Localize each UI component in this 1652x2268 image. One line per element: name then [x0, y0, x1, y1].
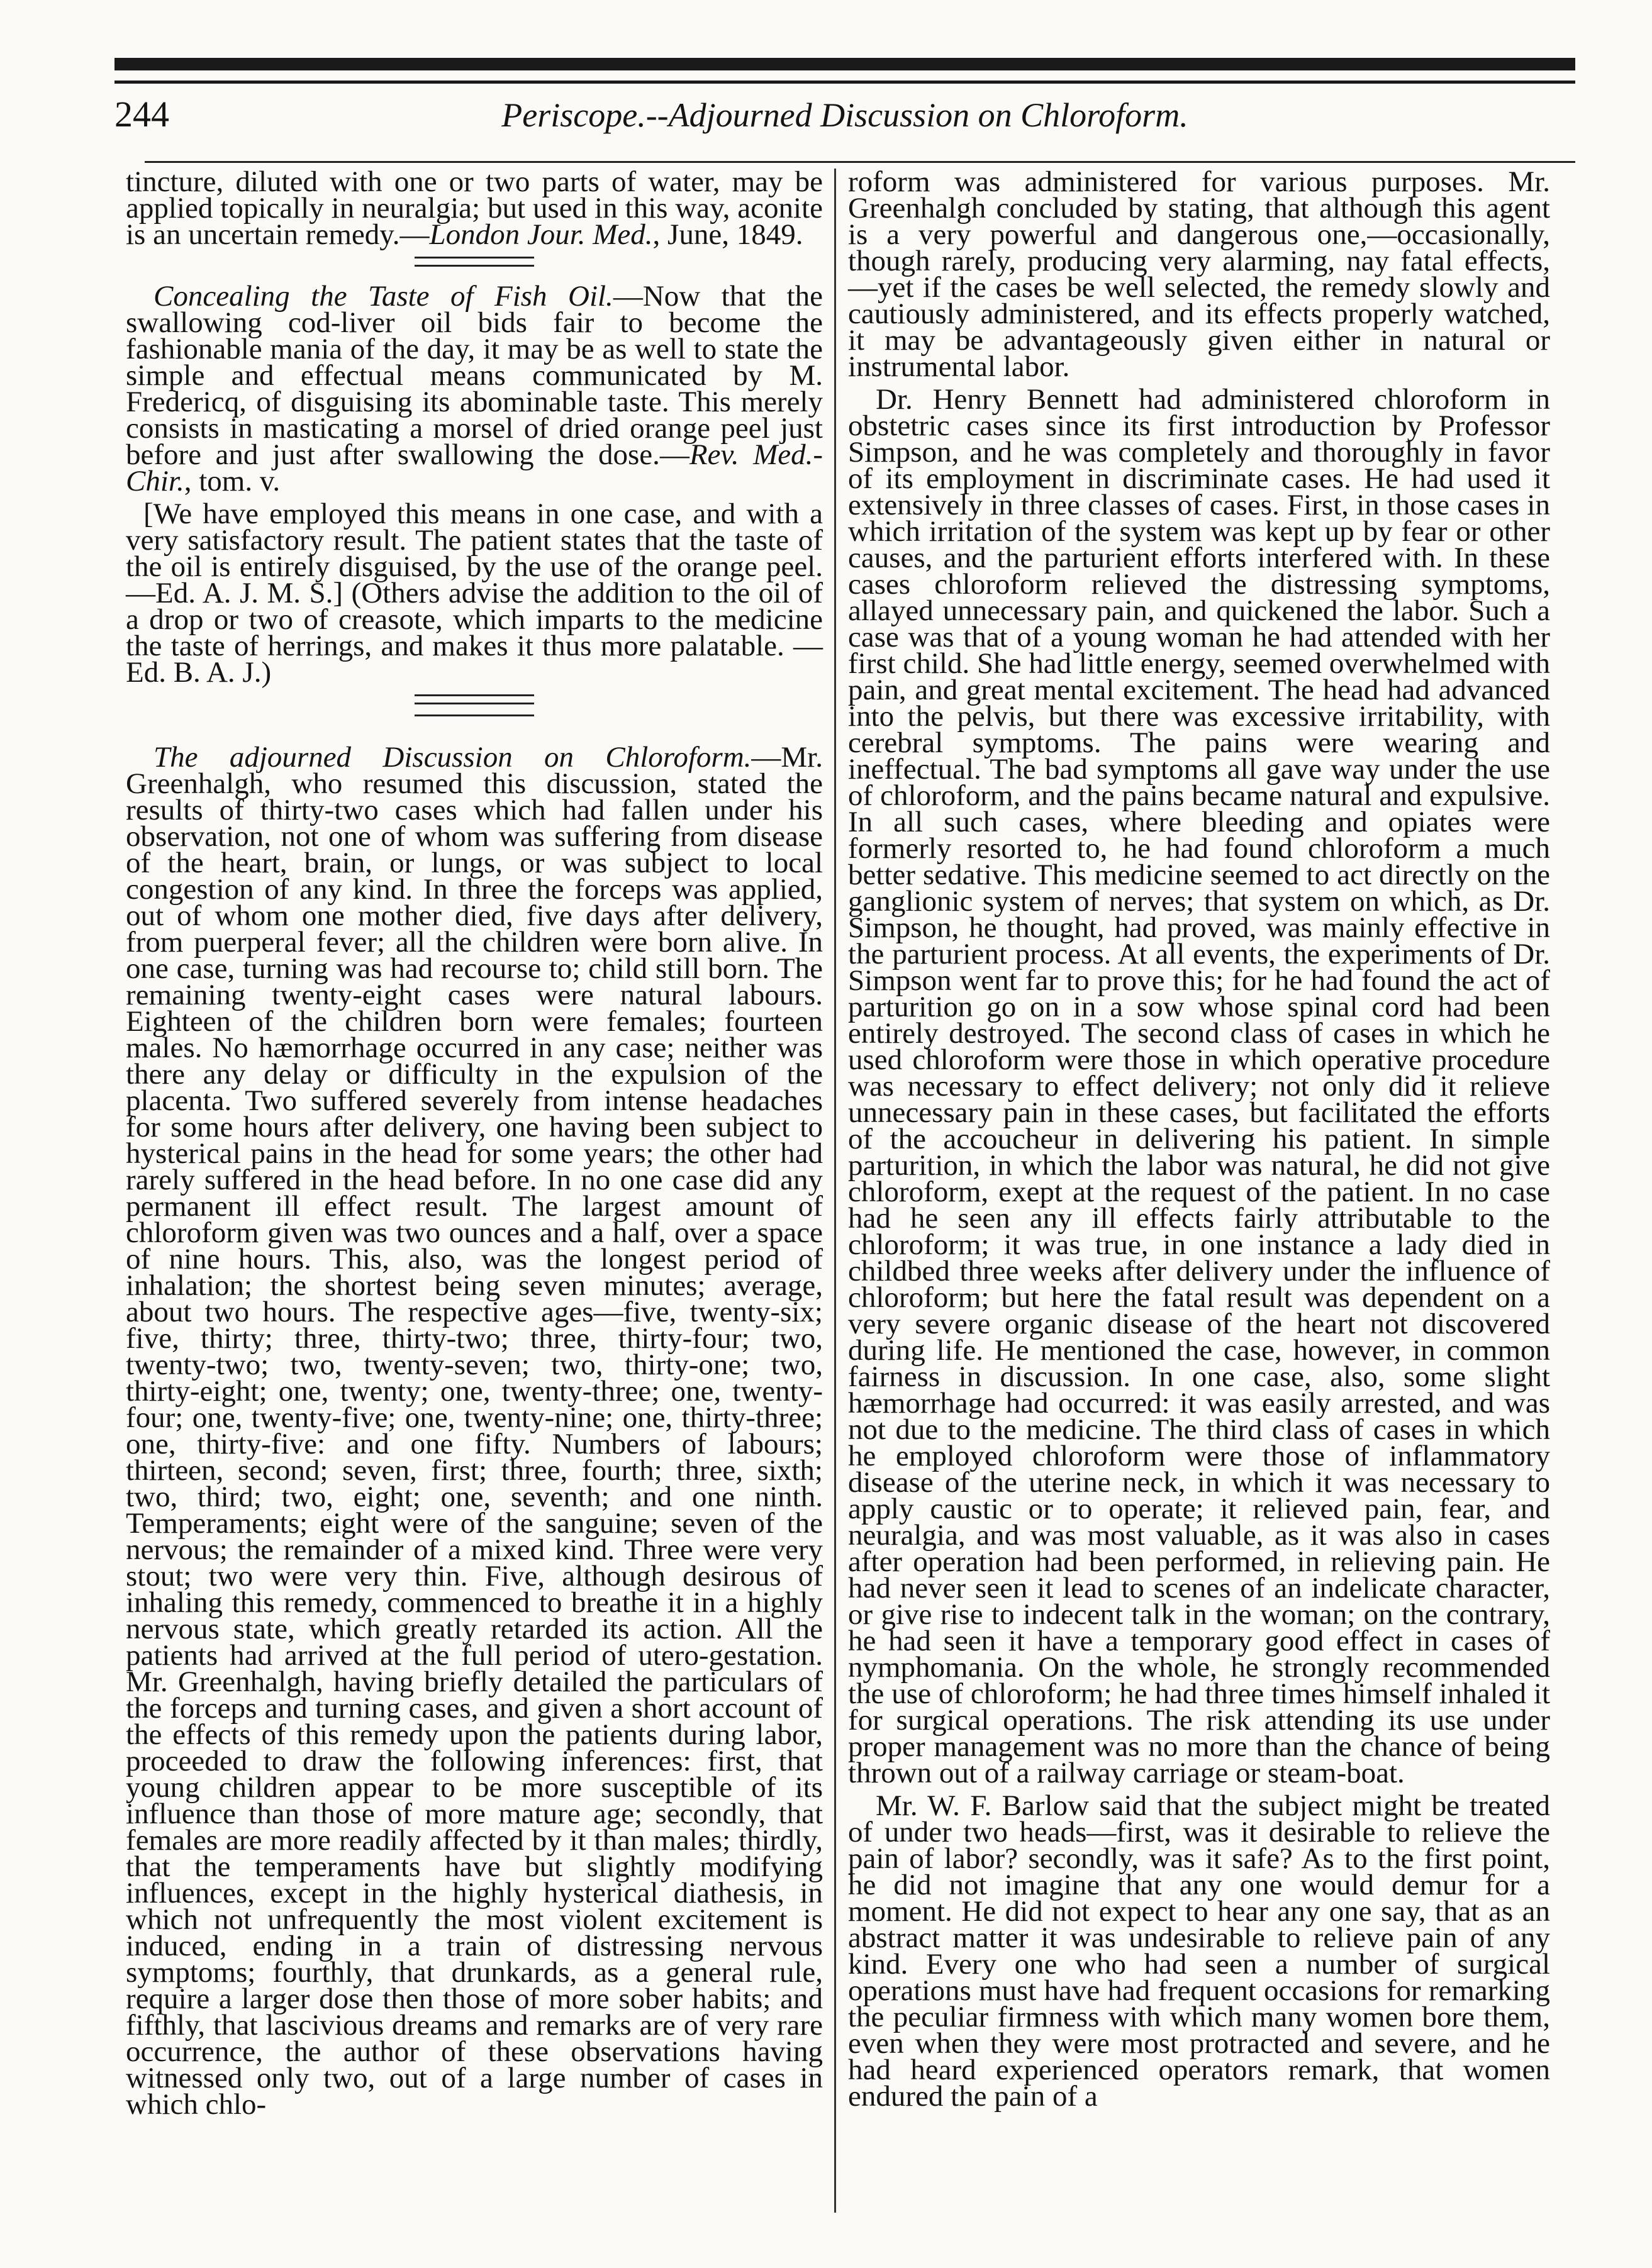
article-title: The adjourned Discussion on Chloroform.	[153, 741, 752, 774]
page-number: 244	[114, 94, 169, 135]
article-chloroform-discussion: The adjourned Discussion on Chloroform.—Mr. Greenhalgh, who resumed this discussion, stated the results of thirty-two cases which had fallen under his observation, not one of whom was suffering from disease of the heart, brain, or lungs, or was subject to local congestion of any kind. In three the forceps was applied, out of whom one mother died, five days after delivery, from puerperal fever; all the children were born alive. In one case, turning was had recourse to; child still born. The remaining twenty-eight cases were natural labours. Eighteen of the children born were females; fourteen males. No hæmorrhage occurred in any case; neither was there any delay or difficulty in the expulsion of the placenta. Two suffered severely from intense headaches for some hours after delivery, one having been subject to hysterical pains in the head for some years; the other had rarely suffered in the head before. In no one case did any permanent ill effect result. The largest amount of chloroform given was two ounces and a half, over a space of nine hours. This, also, was the longest period of inhalation; the shortest being seven minutes; average, about two hours. The respective ages—five, twenty-six; five, thirty; three, thirty-two; three, thirty-four; two, twenty-two; two, twenty-seven; two, thirty-one; two, thirty-eight; one, twenty; one, twenty-three; one, twenty-four; one, twenty-five; one, twenty-nine; one, thirty-three; one, thirty-five: and one fifty. Numbers of labours; thirteen, second; seven, first; three, fourth; three, sixth; two, third; two, eight; one, seventh; and one ninth. Temperaments; eight were of the sanguine; seven of the nervous; the remainder of a mixed kind. Three were very stout; two were very thin. Five, although desirous of inhaling this remedy, commenced to breathe it in a highly nervous state, which greatly retarded its action. All the patients had arrived at the full period of utero-gestation. Mr. Greenhalgh, having briefly detailed the particulars of the forceps and turning cases, and given a short account of the effects of this remedy upon the patients during labor, proceeded to draw the following inferences: first, that young children appear to be more susceptible of its influence than those of more mature age; secondly, that females are more readily affected by it than males; thirdly, that the temperaments have but slightly modifying influences, except in the highly hysterical diathesis, in which not unfrequently the most violent excitement is induced, ending in a train of distressing nervous symptoms; fourthly, that drunkards, as a general rule, require a larger dose then those of more sober habits; and fifthly, that lascivious dreams and remarks are of very rare occurrence, the author of these observations having witnessed only two, out of a large number of cases in which chlo-	[126, 741, 823, 2121]
article-fish-oil: Concealing the Taste of Fish Oil.—Now that the swallowing cod-liver oil bids fair to become the fashionable mania of the day, it may be as well to state the simple and effectual means communicated by M. Fredericq, of disguising its abominable taste. This merely consists in masticating a morsel of dried orange peel just before and just after swallowing the dose.—Rev. Med.-Chir., tom. v.	[126, 280, 823, 498]
header-thin-rule	[114, 81, 1575, 84]
section-divider	[415, 257, 534, 267]
source-citation: London Jour. Med.	[429, 218, 653, 251]
running-title: Periscope.--Adjourned Discussion on Chloroform.	[501, 96, 1188, 134]
header-underline	[145, 161, 1575, 163]
page-header	[114, 93, 1575, 150]
right-column	[848, 165, 1550, 2116]
left-column	[126, 165, 823, 2124]
continued-paragraph-greenhalgh: roform was administered for various purposes. Mr. Greenhalgh concluded by stating, that although this agent is a very powerful and dangerous one,—occasionally, though rarely, producing very alarming, nay fatal effects,—yet if the cases be well selected, the remedy slowly and cautiously administered, and its effects properly watched, it may be advantageously given either in natural or instrumental labor.	[848, 165, 1550, 383]
editor-note: [We have employed this means in one case, and with a very satisfactory result. The patient states that the taste of the oil is entirely disguised, by the use of the orange peel.—Ed. A. J. M. S.] (Others advise the addition to the oil of a drop or two of creasote, which imparts to the medicine the taste of herrings, and makes it thus more palatable. —Ed. B. A. J.)	[126, 498, 823, 689]
source-citation: Rev. Med.-Chir.	[126, 438, 823, 498]
section-divider-single	[415, 714, 534, 716]
continued-paragraph-aconite: tincture, diluted with one or two parts of water, may be applied topically in neuralgia; but used in this way, aconite is an uncertain remedy.—London Jour. Med., June, 1849.	[126, 165, 823, 251]
column-separator	[834, 169, 836, 2213]
section-divider	[415, 694, 534, 704]
article-title: Concealing the Taste of Fish Oil.	[153, 280, 613, 313]
paragraph-barlow: Mr. W. F. Barlow said that the subject might be treated of under two heads—first, was it desirable to relieve the pain of labor? secondly, was it safe? As to the first point, he did not imagine that any one would demur for a moment. He did not expect to hear any one say, that as an abstract matter it was undesirable to relieve pain of any kind. Every one who had seen a number of surgical operations must have had frequent occasions for remarking the peculiar firmness with which many women bore them, even when they were most protracted and severe, and he had heard experienced operators remark, that women endured the pain of a	[848, 1789, 1550, 2113]
paragraph-bennett: Dr. Henry Bennett had administered chloroform in obstetric cases since its first introduction by Professor Simpson, and he was completely and thoroughly in favor of its employment in discriminate cases. He had used it extensively in three classes of cases. First, in those cases in which irritation of the system was kept up by fear or other causes, and the parturient efforts interfered with. In these cases chloroform relieved the distressing symptoms, allayed unnecessary pain, and quickened the labor. Such a case was that of a young woman he had attended with her first child. She had little energy, seemed overwhelmed with pain, and great mental excitement. The head had advanced into the pelvis, but there was excessive irritability, with cerebral symptoms. The pains were wearing and ineffectual. The bad symptoms all gave way under the use of chloroform, and the pains became natural and expulsive. In all such cases, where bleeding and opiates were formerly resorted to, he had found chloroform a much better sedative. This medicine seemed to act directly on the ganglionic system of nerves; that system on which, as Dr. Simpson, he thought, had proved, was mainly effective in the parturient process. At all events, the experiments of Dr. Simpson went far to prove this; for he had found the act of parturition go on in a sow whose spinal cord had been entirely destroyed. The second class of cases in which he used chloroform were those in which operative procedure was necessary to effect delivery; not only did it relieve unnecessary pain in these cases, but facilitated the efforts of the accoucheur in delivering his patient. In simple parturition, in which the labor was natural, he did not give chloroform, exept at the request of the patient. In no case had he seen any ill effects fairly attributable to the chloroform; it was true, in one instance a lady died in childbed three weeks after delivery under the influence of chloroform; but here the fatal result was dependent on a very severe organic disease of the heart not discovered during life. He mentioned the case, however, in common fairness in discussion. In one case, also, some slight hæmorrhage had occurred: it was easily arrested, and was not due to the medicine. The third class of cases in which he employed chloroform were those of inflammatory disease of the uterine neck, in which it was necessary to apply caustic or to operate; it relieved pain, fear, and neuralgia, and was most valuable, as it was also in cases after operation had been performed, in relieving pain. He had never seen it lead to scenes of an indelicate character, or give rise to indecent talk in the woman; on the contrary, he had seen it have a temporary good effect in cases of nymphomania. On the whole, he strongly recommended the use of chloroform; he had three times himself inhaled it for surgical operations. The risk attending its use under proper management was no more than the chance of being thrown out of a railway carriage or steam-boat.	[848, 383, 1550, 1789]
header-thick-rule	[114, 58, 1575, 70]
